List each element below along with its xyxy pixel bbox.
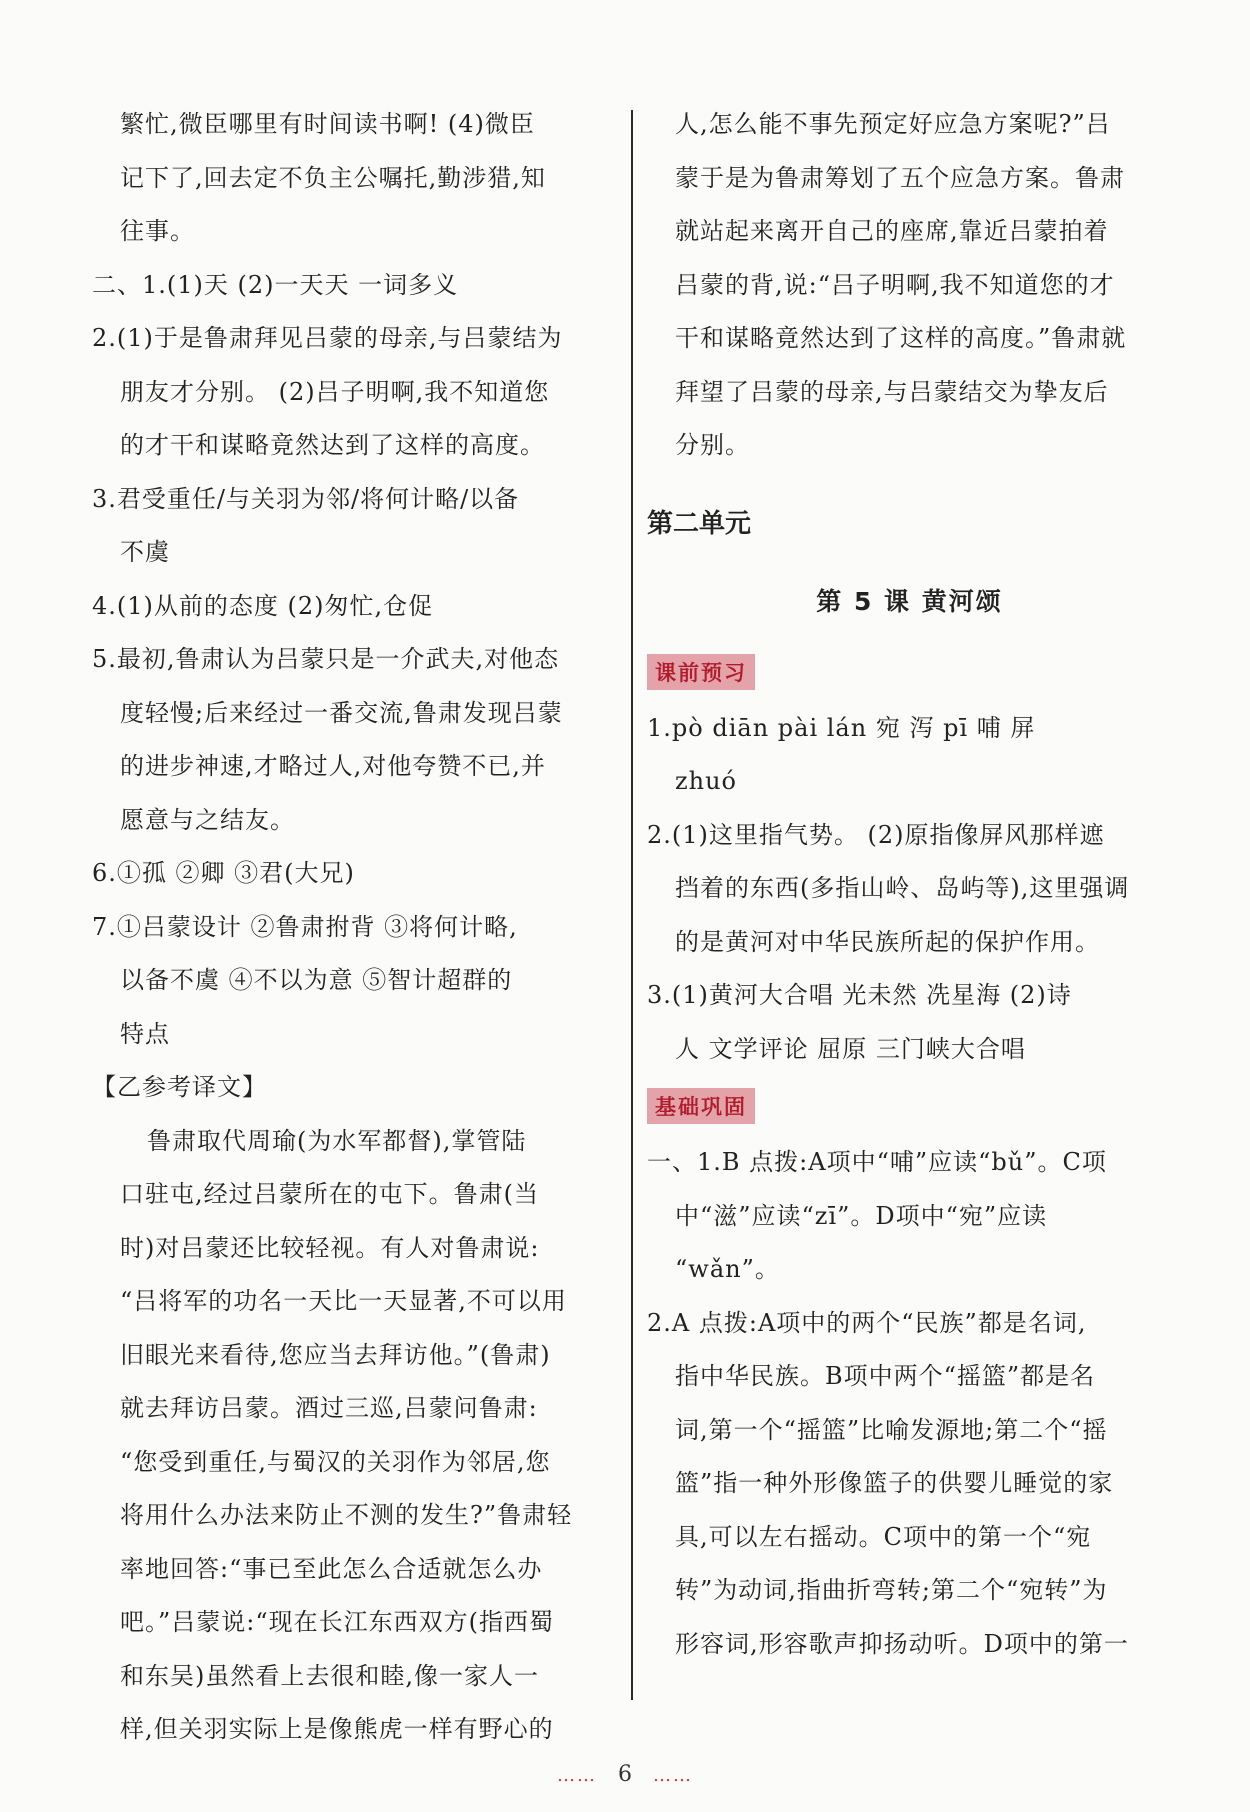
- text-line: 人,怎么能不事先预定好应急方案呢?”吕: [675, 110, 1111, 138]
- text-line: 就去拜访吕蒙。酒过三巡,吕蒙问鲁肃:: [120, 1394, 538, 1422]
- text-line: 和东吴)虽然看上去很和睦,像一家人一: [120, 1661, 539, 1690]
- text-line: 繁忙,微臣哪里有时间读书啊! (4)微臣: [120, 110, 535, 138]
- text-line: 的才干和谋略竟然达到了这样的高度。: [120, 431, 545, 459]
- text-line: 指中华民族。B项中两个“摇篮”都是名: [675, 1362, 1096, 1390]
- text-line: 转”为动词,指曲折弯转;第二个“宛转”为: [675, 1576, 1108, 1604]
- text-line: 1.pò diān pài lán 宛 泻 pī 哺 屏: [647, 713, 1036, 742]
- page-footer: [0, 1762, 1250, 1787]
- text-line: 时)对吕蒙还比较轻视。有人对鲁肃说:: [120, 1233, 540, 1262]
- lesson-title: 第 5 课 黄河颂: [816, 586, 1003, 616]
- text-line: 一、1.B 点拨:A项中“哺”应读“bǔ”。C项: [647, 1148, 1107, 1176]
- text-line: 人 文学评论 屈原 三门峡大合唱: [675, 1034, 1026, 1063]
- text-line: 不虞: [120, 538, 170, 566]
- answer-continuation: [647, 98, 1172, 473]
- text-line: 7.①吕蒙设计 ②鲁肃拊背 ③将何计略,: [92, 912, 518, 941]
- text-line: 形容词,形容歌声抑扬动听。D项中的第一: [675, 1629, 1129, 1658]
- text-line: 吕蒙的背,说:“吕子明啊,我不知道您的才: [675, 270, 1115, 299]
- text-line: 二、1.(1)天 (2)一天天 一词多义: [92, 270, 459, 299]
- text-line: 分别。: [675, 431, 750, 459]
- text-line: 往事。: [120, 217, 195, 245]
- text-line: 2.A 点拨:A项中的两个“民族”都是名词,: [647, 1308, 1087, 1337]
- text-line: 具,可以左右摇动。C项中的第一个“宛: [675, 1522, 1092, 1551]
- text-line: zhuó: [675, 767, 738, 795]
- right-column: [647, 98, 1172, 1671]
- text-line: 特点: [120, 1019, 170, 1048]
- left-column: [92, 98, 627, 1757]
- section-tag-basic: 基础巩固: [647, 1088, 755, 1124]
- text-line: 4.(1)从前的态度 (2)匆忙,仓促: [92, 591, 434, 620]
- text-line: 2.(1)这里指气势。 (2)原指像屏风那样遮: [647, 820, 1105, 849]
- text-line: 吧。”吕蒙说:“现在长江东西双方(指西蜀: [120, 1608, 554, 1636]
- text-line: 度轻慢;后来经过一番交流,鲁肃发现吕蒙: [120, 698, 563, 727]
- text-line: 的进步神速,才略过人,对他夸赞不已,并: [120, 752, 546, 780]
- text-line: 以备不虞 ④不以为意 ⑤智计超群的: [120, 966, 513, 994]
- text-line: 2.(1)于是鲁肃拜见吕蒙的母亲,与吕蒙结为: [92, 324, 563, 352]
- footer-dots-left: ……: [557, 1765, 597, 1786]
- text-line: 篮”指一种外形像篮子的供婴儿睡觉的家: [675, 1469, 1114, 1497]
- text-line: 朋友才分别。 (2)吕子明啊,我不知道您: [120, 377, 550, 406]
- text-line: 率地回答:“事已至此怎么合适就怎么办: [120, 1554, 543, 1583]
- footer-dots-right: ……: [653, 1765, 693, 1786]
- text-line: “吕将军的功名一天比一天显著,不可以用: [120, 1287, 567, 1315]
- basic-answers: [647, 1136, 1172, 1671]
- text-line: 挡着的东西(多指山岭、岛屿等),这里强调: [675, 874, 1130, 902]
- text-line: 6.①孤 ②卿 ③君(大兄): [92, 859, 355, 887]
- text-line: 拜望了吕蒙的母亲,与吕蒙结交为挚友后: [675, 377, 1109, 406]
- text-line: 旧眼光来看待,您应当去拜访他。”(鲁肃): [120, 1340, 551, 1369]
- text-line: 蒙于是为鲁肃筹划了五个应急方案。鲁肃: [675, 163, 1125, 192]
- text-line: “您受到重任,与蜀汉的关羽作为邻居,您: [120, 1447, 551, 1476]
- text-line: 愿意与之结友。: [120, 805, 295, 834]
- text-line: 词,第一个“摇篮”比喻发源地;第二个“摇: [675, 1415, 1108, 1444]
- text-line: 口驻屯,经过吕蒙所在的屯下。鲁肃(当: [120, 1180, 539, 1208]
- section-tag-preview: 课前预习: [647, 654, 755, 690]
- column-divider: [631, 110, 633, 1700]
- text-line: 将用什么办法来防止不测的发生?”鲁肃轻: [120, 1501, 573, 1529]
- text-line: 3.(1)黄河大合唱 光未然 冼星海 (2)诗: [647, 981, 1072, 1009]
- page-number: 6: [618, 1762, 632, 1787]
- text-line: “wǎn”。: [675, 1255, 780, 1283]
- text-line: 的是黄河对中华民族所起的保护作用。: [675, 927, 1100, 956]
- text-line: 5.最初,鲁肃认为吕蒙只是一介武夫,对他态: [92, 645, 560, 673]
- text-line: 3.君受重任/与关羽为邻/将何计略/以备: [92, 484, 520, 513]
- text-line: 样,但关羽实际上是像熊虎一样有野心的: [120, 1715, 554, 1743]
- unit-heading: 第二单元: [647, 508, 752, 539]
- text-line: 就站起来离开自己的座席,靠近吕蒙拍着: [675, 217, 1109, 245]
- text-line: 【乙参考译文】: [92, 1073, 267, 1101]
- text-line: 干和谋略竟然达到了这样的高度。”鲁肃就: [675, 324, 1127, 352]
- text-line: 中“滋”应读“zī”。D项中“宛”应读: [675, 1201, 1048, 1230]
- text-line: 鲁肃取代周瑜(为水军都督),掌管陆: [147, 1126, 527, 1155]
- text-line: 记下了,回去定不负主公嘱托,勤涉猎,知: [120, 163, 546, 192]
- preview-answers: [647, 702, 1172, 1077]
